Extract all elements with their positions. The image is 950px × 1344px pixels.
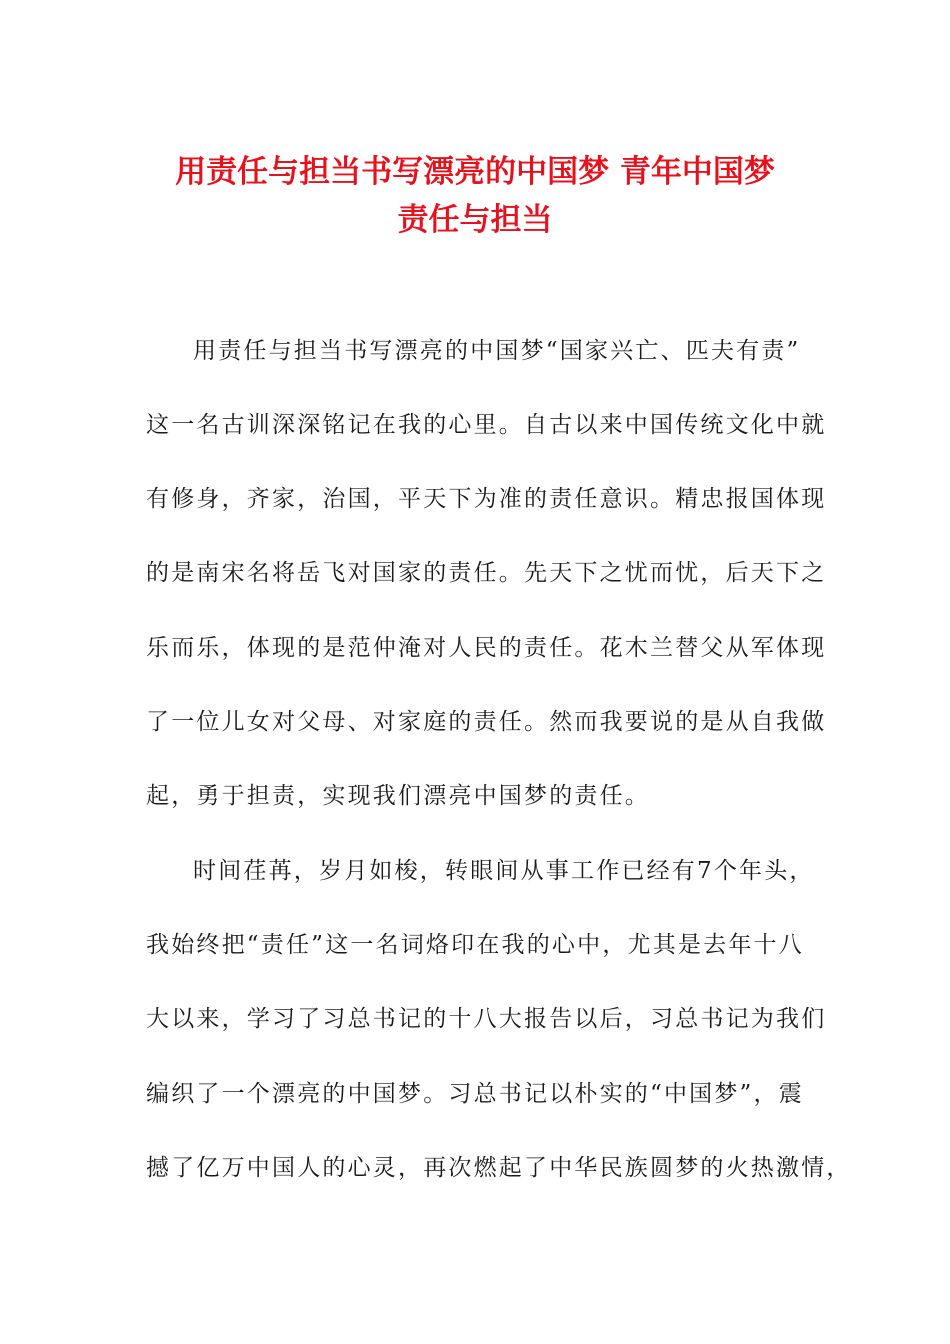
paragraph-2-line-3: 大以来，学习了习总书记的十八大报告以后，习总书记为我们	[146, 1006, 827, 1032]
paragraph-1-line-2: 这一名古训深深铭记在我的心里。自古以来中国传统文化中就	[146, 412, 827, 438]
paragraph-1-line-6: 了一位儿女对父母、对家庭的责任。然而我要说的是从自我做	[146, 709, 827, 735]
paragraph-1-line-1: 用责任与担当书写漂亮的中国梦“国家兴亡、匹夫有责”	[193, 338, 801, 364]
document-title-line-2: 责任与担当	[397, 202, 553, 238]
paragraph-1-line-7: 起，勇于担责，实现我们漂亮中国梦的责任。	[146, 783, 650, 809]
paragraph-2-line-5: 撼了亿万中国人的心灵，再次燃起了中华民族圆梦的火热激情，	[146, 1155, 852, 1181]
paragraph-2-line-4: 编织了一个漂亮的中国梦。习总书记以朴实的“中国梦”，震	[146, 1081, 804, 1107]
paragraph-1-line-3: 有修身，齐家，治国，平天下为准的责任意识。精忠报国体现	[146, 486, 827, 512]
paragraph-1-line-4: 的是南宋名将岳飞对国家的责任。先天下之忧而忧，后天下之	[146, 560, 827, 586]
paragraph-1-line-5: 乐而乐，体现的是范仲淹对人民的责任。花木兰替父从军体现	[146, 635, 827, 661]
paragraph-2-line-2: 我始终把“责任”这一名词烙印在我的心中，尤其是去年十八	[146, 932, 804, 958]
paragraph-2-line-1: 时间荏苒，岁月如梭，转眼间从事工作已经有7个年头，	[193, 858, 815, 884]
document-title-line-1: 用责任与担当书写漂亮的中国梦 青年中国梦	[175, 154, 775, 190]
